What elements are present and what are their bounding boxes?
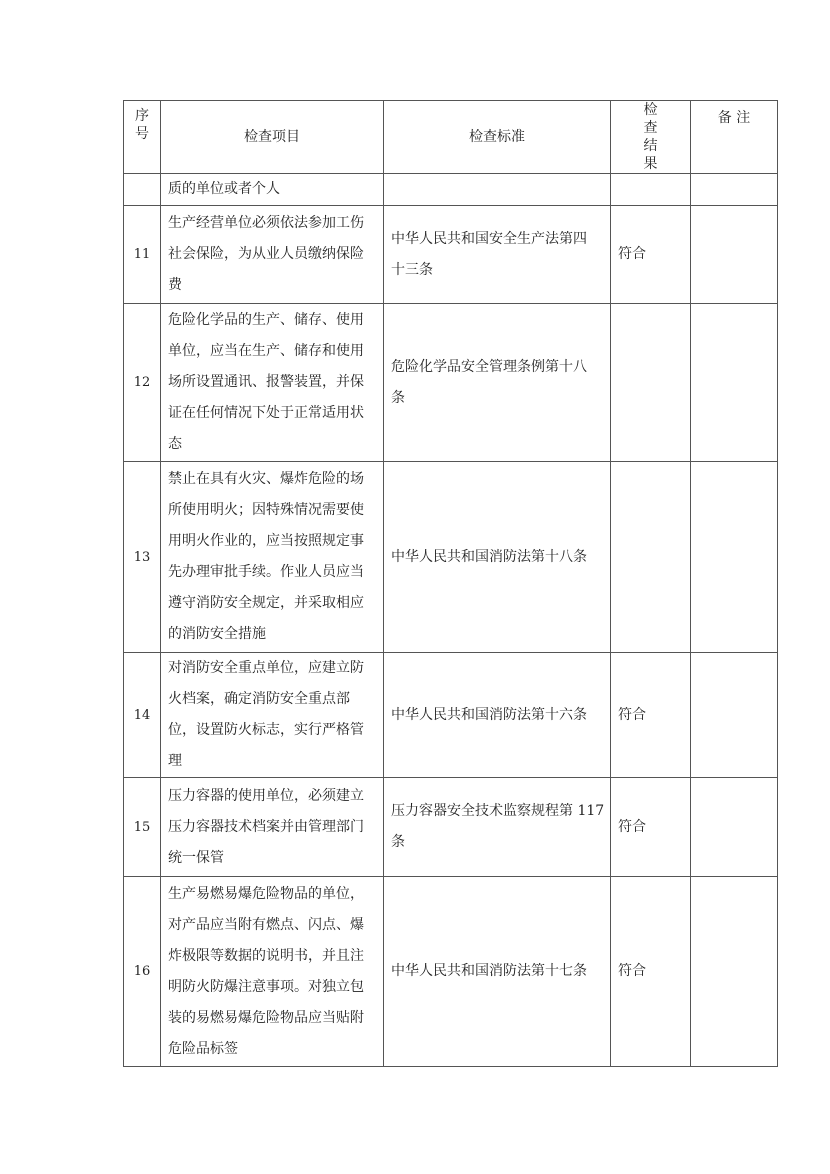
check-standard-line: 危险化学品安全管理条例第十八 (391, 358, 587, 375)
check-standard-line: 中华人民共和国安全生产法第四 (391, 230, 587, 247)
check-standard-line: 条 (391, 389, 405, 406)
check-item-line: 对产品应当附有燃点、闪点、爆 (168, 916, 364, 933)
check-item-line: 明防火防爆注意事项。对独立包 (168, 978, 364, 995)
row-number (124, 174, 161, 206)
header-standard: 检查标准 (384, 101, 611, 174)
remark (691, 653, 778, 778)
check-item-line: 的消防安全措施 (168, 626, 266, 642)
check-item-line: 火档案，确定消防安全重点部 (168, 691, 350, 707)
table-row (124, 206, 778, 304)
table-row (124, 778, 778, 877)
check-item-line: 炸极限等数据的说明书，并且注 (168, 947, 364, 964)
check-item (161, 174, 384, 206)
check-item-line: 危险品标签 (168, 1040, 238, 1057)
check-standard (384, 877, 611, 1067)
check-item-line: 压力容器的使用单位，必须建立 (168, 787, 364, 804)
check-item-line: 场所设置通讯、报警装置，并保 (168, 374, 364, 390)
check-standard (384, 304, 611, 462)
check-item-line: 禁止在具有火灾、爆炸危险的场 (168, 471, 364, 487)
check-item-line: 理 (168, 753, 182, 769)
remark (691, 304, 778, 462)
row-number: 14 (124, 653, 161, 778)
check-item-line: 危险化学品的生产、储存、使用 (168, 312, 364, 328)
check-item-line: 压力容器技术档案并由管理部门 (168, 818, 364, 835)
check-standard-line: 压力容器安全技术监察规程第 117 (391, 803, 605, 819)
header-item: 检查项目 (161, 101, 384, 174)
check-result: 符合 (611, 206, 691, 304)
check-result: 符合 (611, 778, 691, 877)
remark (691, 778, 778, 877)
row-number: 13 (124, 462, 161, 653)
check-item-line: 对消防安全重点单位，应建立防 (168, 660, 364, 676)
check-result: 符合 (611, 653, 691, 778)
header-remark: 备 注 (691, 101, 778, 174)
remark (691, 462, 778, 653)
check-result (611, 304, 691, 462)
check-item (161, 206, 384, 304)
header-no: 序号 (124, 101, 161, 174)
table-header-row (124, 101, 778, 174)
table-row (124, 304, 778, 462)
row-number: 11 (124, 206, 161, 304)
check-standard (384, 778, 611, 877)
check-standard (384, 174, 611, 206)
table-row (124, 462, 778, 653)
remark (691, 877, 778, 1067)
check-item-line: 单位，应当在生产、储存和使用 (168, 343, 364, 359)
check-item-line: 先办理审批手续。作业人员应当 (168, 564, 364, 580)
row-number: 16 (124, 877, 161, 1067)
check-item (161, 653, 384, 778)
check-item (161, 304, 384, 462)
check-item (161, 778, 384, 877)
check-result (611, 174, 691, 206)
check-standard (384, 462, 611, 653)
table-row (124, 653, 778, 778)
check-standard-line: 中华人民共和国消防法第十七条 (391, 963, 587, 979)
check-item-line: 生产经营单位必须依法参加工伤 (168, 215, 364, 231)
inspection-table (123, 100, 778, 1067)
row-number: 12 (124, 304, 161, 462)
remark (691, 206, 778, 304)
check-item-line: 社会保险，为从业人员缴纳保险 (168, 246, 364, 262)
check-item-line: 位，设置防火标志，实行严格管 (168, 722, 364, 738)
check-standard-line: 十三条 (391, 261, 433, 278)
remark (691, 174, 778, 206)
check-result (611, 462, 691, 653)
check-item (161, 462, 384, 653)
check-item-line: 遵守消防安全规定，并采取相应 (168, 595, 364, 611)
check-item-line: 态 (168, 436, 182, 452)
check-item-line: 生产易燃易爆危险物品的单位， (168, 885, 364, 902)
check-item-line: 费 (168, 277, 182, 293)
table-row (124, 877, 778, 1067)
check-standard-line: 中华人民共和国消防法第十八条 (391, 548, 587, 565)
table-row (124, 174, 778, 206)
check-item-line: 质的单位或者个人 (168, 181, 280, 197)
row-number: 15 (124, 778, 161, 877)
check-item-line: 装的易燃易爆危险物品应当贴附 (168, 1009, 364, 1026)
check-standard (384, 206, 611, 304)
check-item-line: 用明火作业的，应当按照规定事 (168, 533, 364, 549)
check-result: 符合 (611, 877, 691, 1067)
header-result: 检查结果 (611, 101, 691, 174)
check-standard (384, 653, 611, 778)
check-item (161, 877, 384, 1067)
check-item-line: 证在任何情况下处于正常适用状 (168, 405, 364, 421)
check-item-line: 所使用明火；因特殊情况需要使 (168, 502, 364, 518)
check-standard-line: 中华人民共和国消防法第十六条 (391, 706, 587, 723)
check-item-line: 统一保管 (168, 849, 224, 866)
check-standard-line: 条 (391, 834, 405, 850)
